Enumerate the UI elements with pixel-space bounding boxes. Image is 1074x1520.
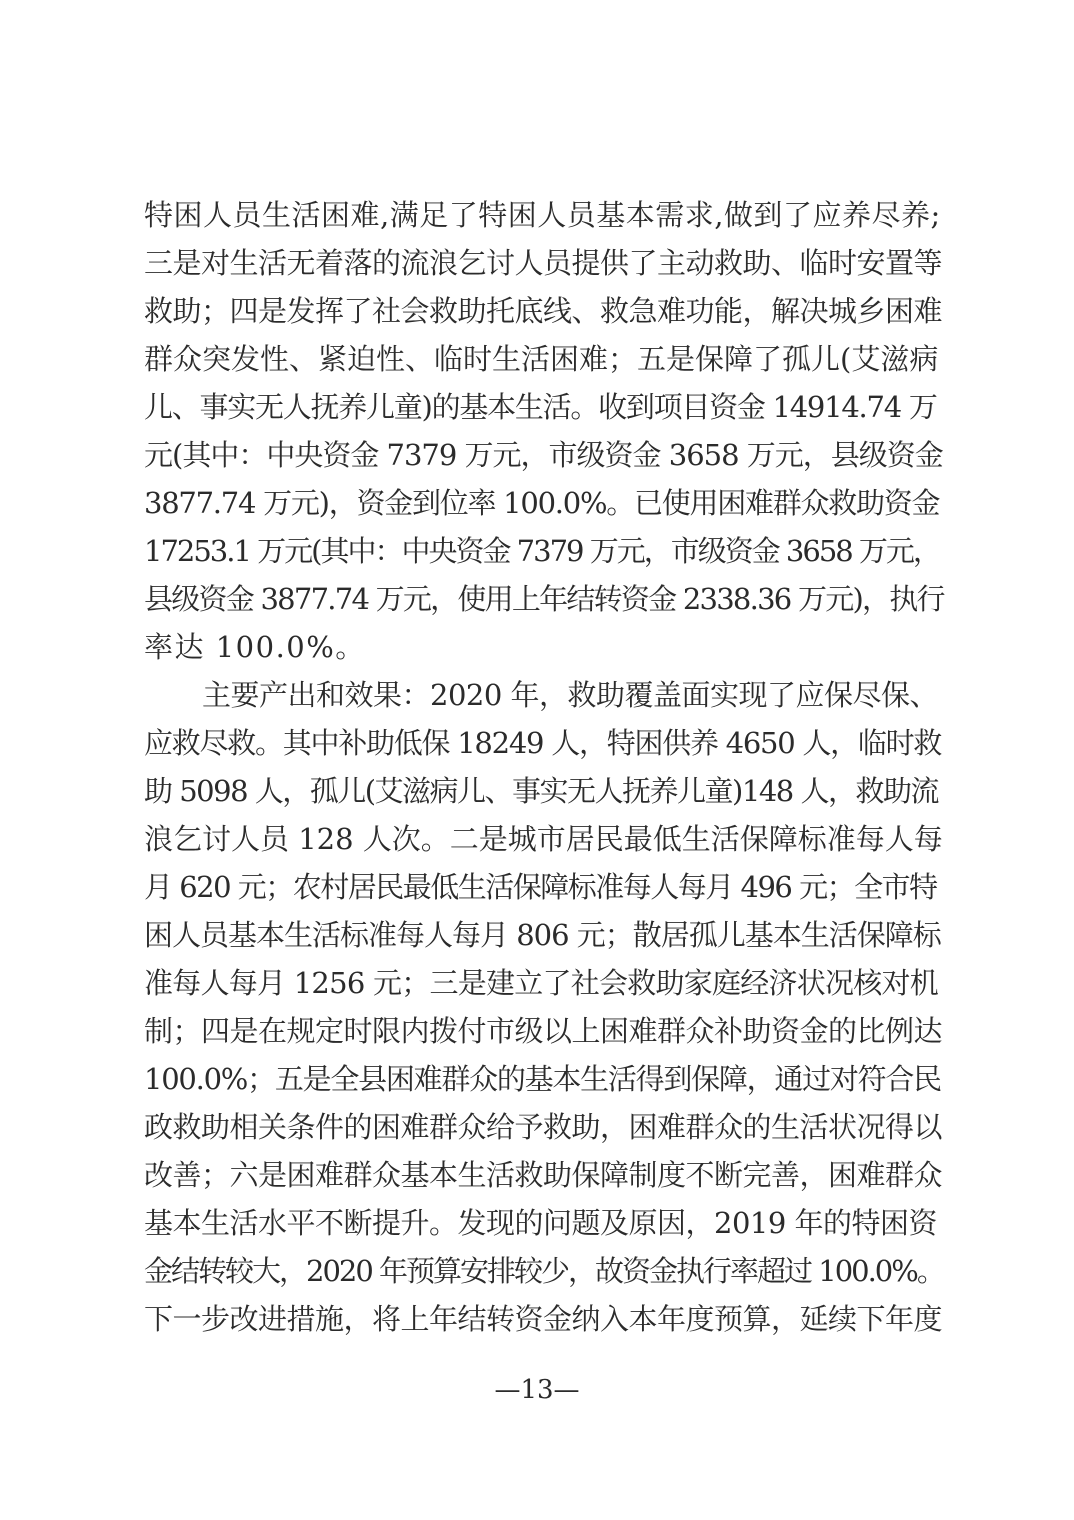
text-line: 17253.1 万元(其中：中央资金 7379 万元，市级资金 3658 万元，	[144, 534, 940, 568]
text-line: 特困人员生活困难,满足了特困人员基本需求,做到了应养尽养;	[144, 198, 941, 232]
text-line: 三是对生活无着落的流浪乞讨人员提供了主动救助、临时安置等	[144, 246, 943, 280]
text-line: 群众突发性、紧迫性、临时生活困难；五是保障了孤儿(艾滋病	[144, 342, 939, 376]
text-line: 应救尽救。其中补助低保 18249 人，特困供养 4650 人，临时救	[144, 726, 942, 760]
text-line: 助 5098 人，孤儿(艾滋病儿、事实无人抚养儿童)148 人，救助流	[144, 774, 938, 808]
text-line: 基本生活水平不断提升。发现的问题及原因，2019 年的特困资	[144, 1206, 938, 1240]
text-line: 改善；六是困难群众基本生活救助保障制度不断完善，困难群众	[144, 1158, 943, 1192]
text-line: 救助；四是发挥了社会救助托底线、救急难功能，解决城乡困难	[144, 294, 943, 328]
text-line: 下一步改进措施，将上年结转资金纳入本年度预算，延续下年度	[144, 1302, 943, 1336]
text-line: 县级资金 3877.74 万元，使用上年结转资金 2338.36 万元)，执行	[144, 582, 944, 616]
text-line: 困人员基本生活标准每人每月 806 元；散居孤儿基本生活保障标	[144, 918, 941, 952]
text-line: 金结转较大，2020 年预算安排较少，故资金执行率超过 100.0%。	[144, 1254, 944, 1288]
text-line: 儿、事实无人抚养儿童)的基本生活。收到项目资金 14914.74 万	[144, 390, 937, 424]
text-line: 元(其中：中央资金 7379 万元，市级资金 3658 万元，县级资金	[144, 438, 943, 472]
text-line: 100.0%；五是全县困难群众的基本生活得到保障，通过对符合民	[144, 1062, 941, 1096]
text-line: 准每人每月 1256 元；三是建立了社会救助家庭经济状况核对机	[144, 966, 938, 1000]
text-line: 政救助相关条件的困难群众给予救助，困难群众的生活状况得以	[144, 1110, 943, 1144]
page-number: —13—	[494, 1375, 580, 1405]
text-line: 3877.74 万元)，资金到位率 100.0%。已使用困难群众救助资金	[144, 486, 940, 520]
text-line: 月 620 元；农村居民最低生活保障标准每人每月 496 元；全市特	[144, 870, 937, 904]
text-line: 浪乞讨人员 128 人次。二是城市居民最低生活保障标准每人每	[144, 822, 943, 856]
paragraph-start-line: 主要产出和效果：2020 年，救助覆盖面实现了应保尽保、	[202, 678, 939, 712]
text-line: 制；四是在规定时限内拨付市级以上困难群众补助资金的比例达	[144, 1014, 943, 1048]
text-line: 率达 100.0%。	[144, 630, 366, 664]
